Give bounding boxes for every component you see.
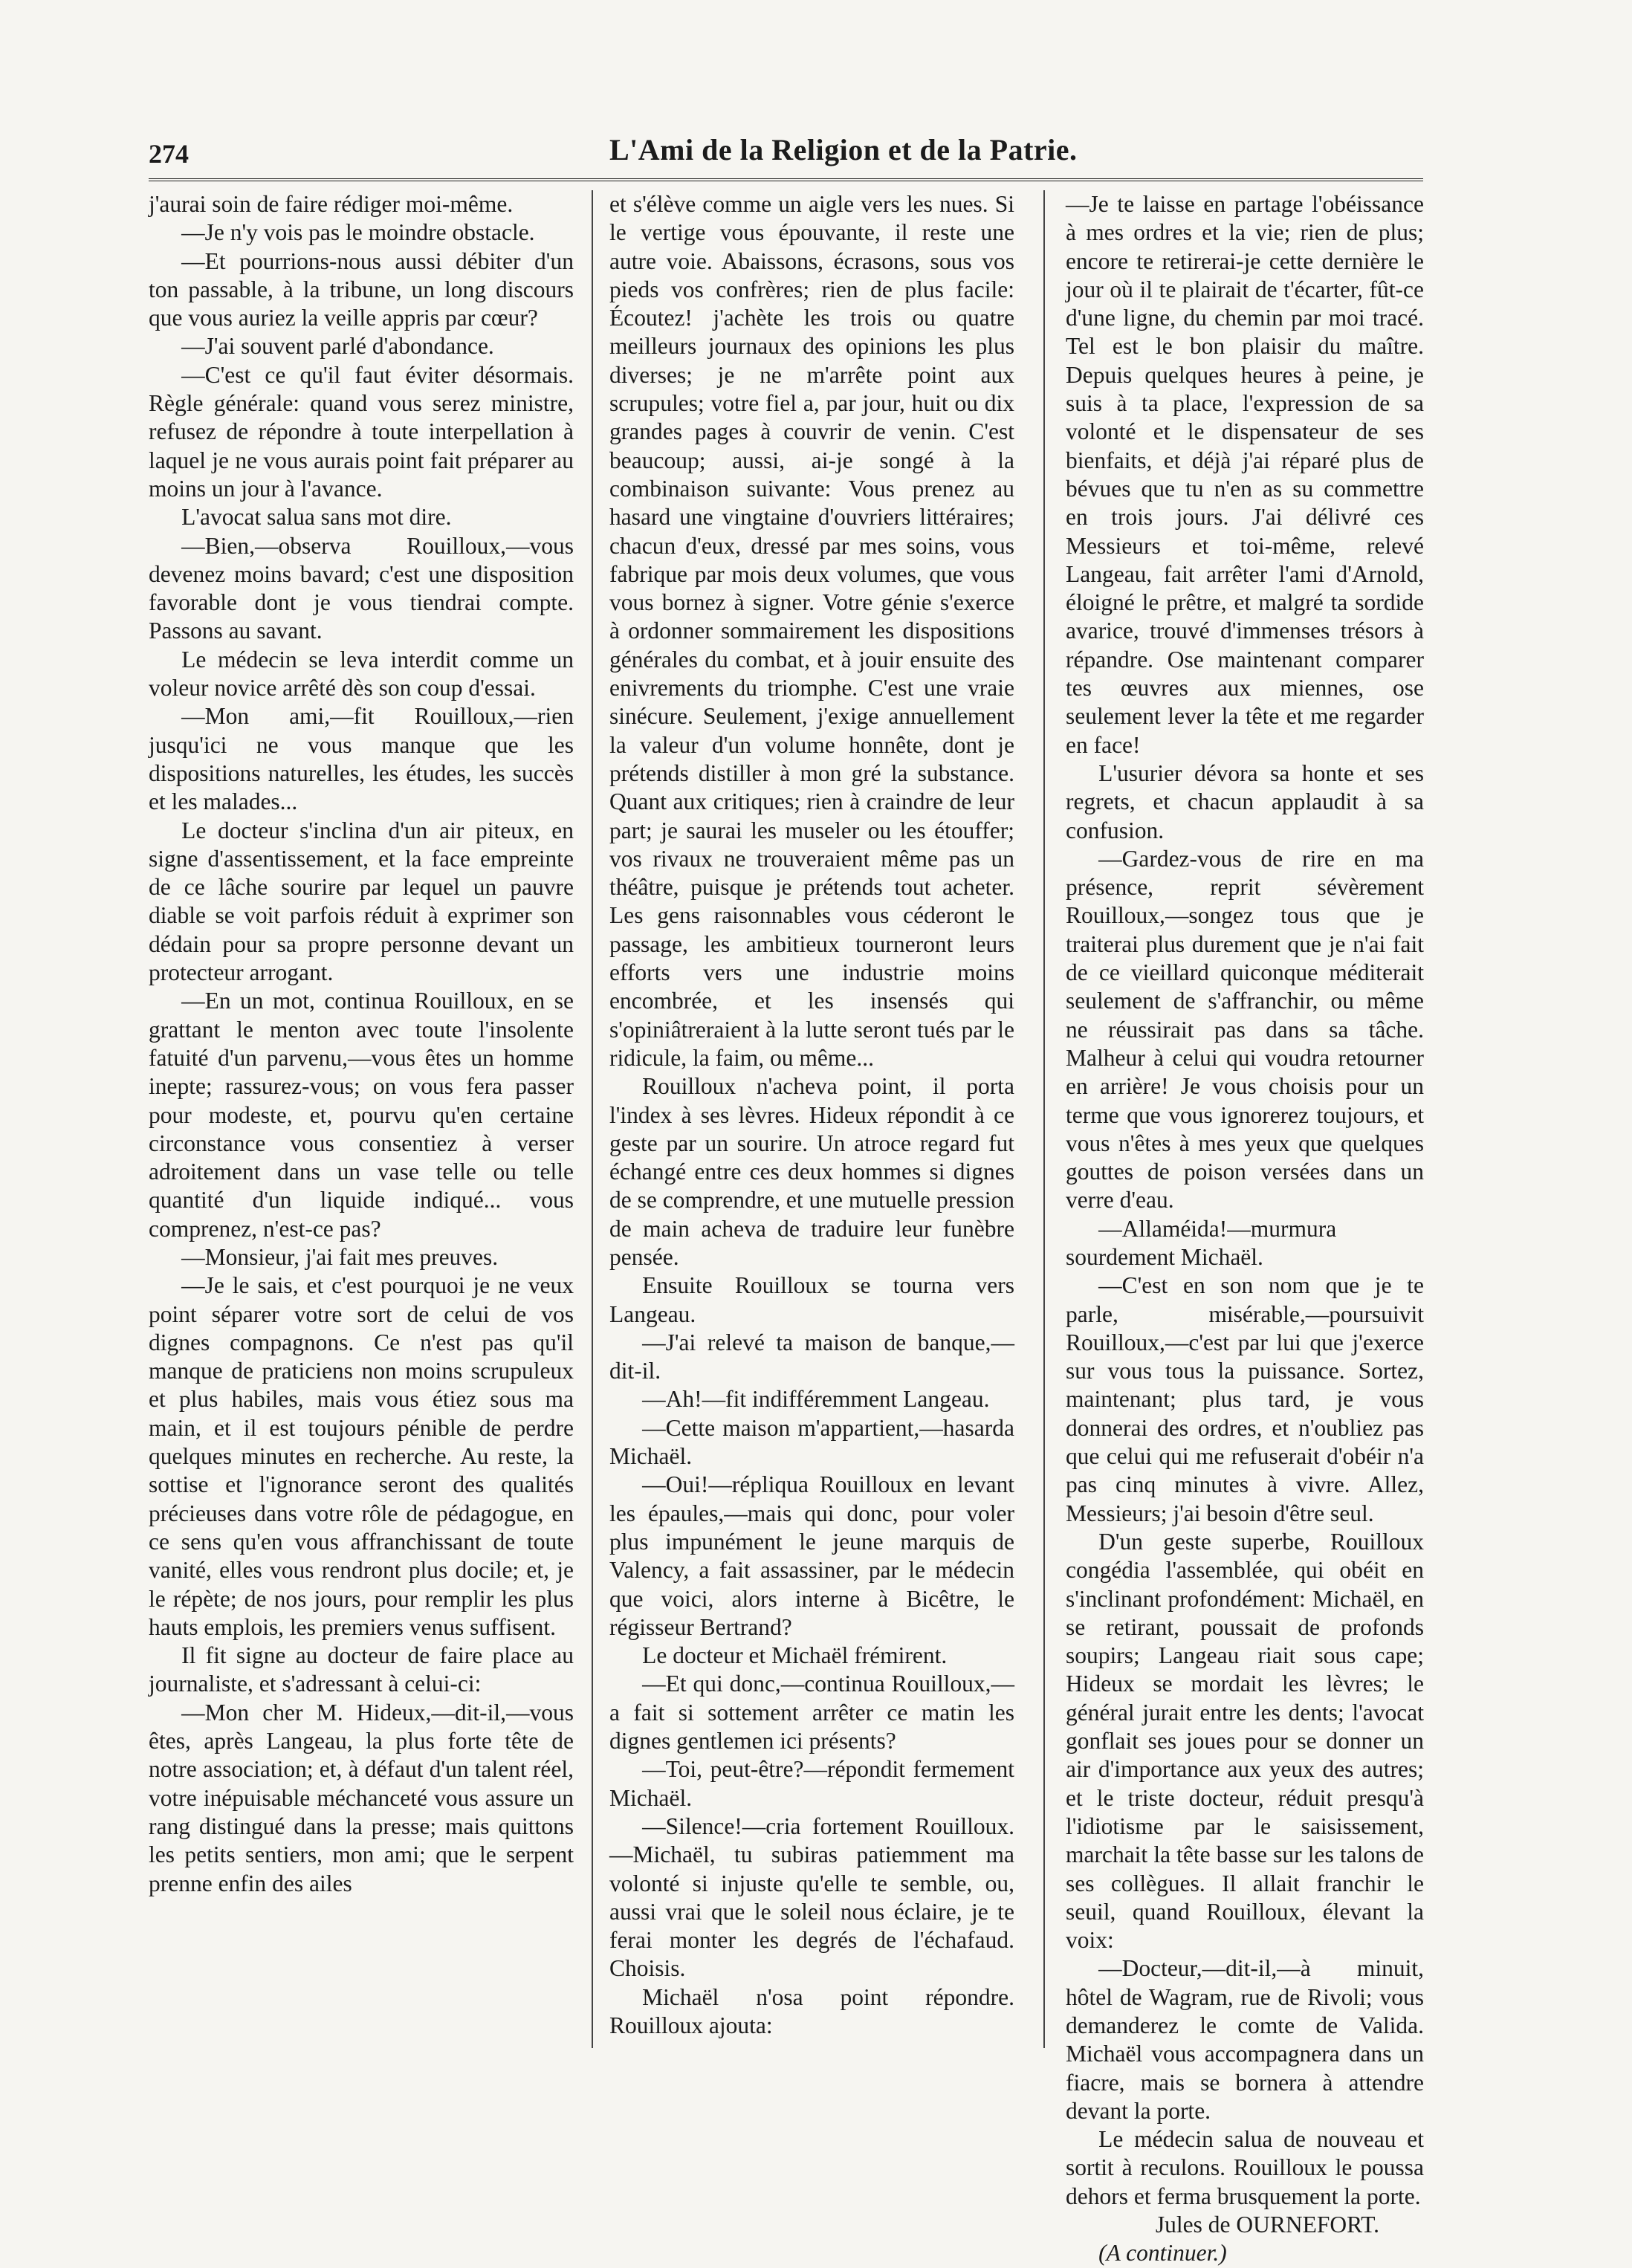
paragraph: L'avocat salua sans mot dire. (181, 504, 452, 531)
header-rule (149, 178, 1423, 181)
paragraph: Le médecin se leva interdit comme un voleur novice arrêté dès son coup d'essai. (149, 646, 574, 702)
paragraph: —Oui!—répliqua Rouilloux en levant les épaules,—mais qui donc, pour voler plus impunément le jeune marquis de Valency, a fait assassiner, par le médecin que voici, alors interne à Bicêtre, le régisseur Bertrand? (609, 1471, 1014, 1640)
paragraph: —Cette maison m'appartient,—hasarda Michaël. (609, 1414, 1014, 1470)
paragraph: —Silence!—cria fortement Rouilloux.—Michaël, tu subiras patiemment ma volonté si injuste qu'elle te semble, ou, aussi vrai que le soleil nous éclaire, je te ferai monter les degrés de l'échafaud. Choisis. (609, 1812, 1014, 1982)
paragraph: —Je le sais, et c'est pourquoi je ne veux point séparer votre sort de celui de vos dignes compagnons. Ce n'est pas qu'il manque de praticiens non moins scrupuleux et plus habiles, mais vous étiez sous ma main, et il est toujours pénible de perdre quelques minutes en recherche. Au reste, la sottise et l'ignorance seront des qualités précieuses dans votre rôle de pédagogue, en ce sens qu'en vous affranchissant de toute vanité, elles vous rendront plus docile; et, je le répète; de nos jours, pour remplir les plus hauts emplois, les premiers venus suffisent. (149, 1272, 574, 1640)
text-column-2 (609, 190, 1014, 2040)
paragraph: Rouilloux n'acheva point, il porta l'index à ses lèvres. Hideux répondit à ce geste par un sourire. Un atroce regard fut échangé entre ces deux hommes si dignes de se comprendre, et une mutuelle pression de main acheva de traduire leur funèbre pensée. (609, 1073, 1014, 1270)
paragraph: Le docteur et Michaël frémirent. (642, 1642, 948, 1669)
paragraph: —J'ai relevé ta maison de banque,—dit-il. (609, 1329, 1014, 1384)
paragraph: —Allaméida!—murmura sourdement Michaël. (1066, 1215, 1337, 1270)
paragraph: —Toi, peut-être?—répondit fermement Michaël. (609, 1756, 1014, 1811)
running-title: L'Ami de la Religion et de la Patrie. (609, 133, 1078, 166)
paragraph: —Ah!—fit indifféremment Langeau. (642, 1386, 990, 1413)
continuation-note: (A continuer.) (1098, 2240, 1227, 2267)
paragraph: Ensuite Rouilloux se tourna vers Langeau. (609, 1272, 1014, 1327)
page-header (149, 132, 1486, 177)
paragraph: —Je n'y vois pas le moindre obstacle. (181, 219, 535, 246)
paragraph: Il fit signe au docteur de faire place au journaliste, et s'adressant à celui-ci: (149, 1642, 574, 1697)
paragraph: —C'est en son nom que je te parle, misérable,—poursuivit Rouilloux,—c'est par lui que j'exerce sur vous tous la puissance. Sortez, maintenant; plus tard, je vous donnerai des ordres, et n'oubliez pas que celui qui me refuserait d'obéir n'a pas cinq minutes à vivre. Allez, Messieurs; j'ai besoin d'être seul. (1066, 1272, 1424, 1526)
paragraph: et s'élève comme un aigle vers les nues. Si le vertige vous épouvante, il reste une autre voie. Abaissons, écrasons, sous vos pieds vos confrères; rien de plus facile: Écoutez! j'achète les trois ou quatre meilleurs journaux des opinions les plus diverses; je ne m'arrête point aux scrupules; votre fiel a, par jour, huit ou dix grandes pages à couvrir de venin. C'est beaucoup; aussi, ai-je songé à la combinaison suivante: Vous prenez au hasard une vingtaine d'ouvriers littéraires; chacun d'eux, dressé par mes soins, vous fabrique par mois deux volumes, que vous vous bornez à signer. Votre génie s'exerce à ordonner sommairement les dispositions générales du combat, et à jouir ensuite des enivrements du triomphe. C'est une vraie sinécure. Seulement, j'exige annuellement la valeur d'un volume honnête, dont je prétends distiller à mon gré la substance. Quant aux critiques; rien à craindre de leur part; je saurai les museler ou les étouffer; vos rivaux ne trouveraient même pas un théâtre, puisque je prétends tout acheter. Les gens raisonnables vous céderont le passage, les ambitieux tourneront leurs efforts vers une industrie moins encombrée, et les insensés qui s'opiniâtreraient à la lutte seront tués par le ridicule, la faim, ou même... (609, 191, 1014, 1071)
signature-name: OURNEFORT. (1236, 2212, 1379, 2238)
paragraph: L'usurier dévora sa honte et ses regrets, et chacun applaudit à sa confusion. (1066, 759, 1424, 843)
column-divider (1043, 190, 1045, 2048)
column-divider (592, 190, 593, 2048)
paragraph: —Bien,—observa Rouilloux,—vous devenez moins bavard; c'est une disposition favorable dont je vous tiendrai compte. Passons au savant. (149, 532, 574, 644)
paragraph: —Monsieur, j'ai fait mes preuves. (181, 1243, 499, 1270)
paragraph: Le médecin salua de nouveau et sortit à reculons. Rouilloux le poussa dehors et ferma brusquement la porte. (1066, 2126, 1424, 2209)
signature-prefix: Jules de (1155, 2212, 1231, 2238)
paragraph: —Je te laisse en partage l'obéissance à mes ordres et la vie; rien de plus; encore te retirerai-je cette dernière le jour où il te plairait de t'écarter, fût-ce d'une ligne, du chemin par moi tracé. Tel est le bon plaisir du maître. Depuis quelques heures à peine, je suis à ta place, l'expression de sa volonté et le dispensateur de ses bienfaits, et déjà j'ai réparé plus de bévues que tu n'en as su commettre en trois jours. J'ai délivré ces Messieurs et toi-même, relevé Langeau, fait arrêter l'ami d'Arnold, éloigné le prêtre, et malgré ta sordide avarice, trouvé d'immenses trésors à répandre. Ose maintenant comparer tes œuvres aux miennes, ose seulement lever la tête et me regarder en face! (1066, 191, 1424, 758)
paragraph: —C'est ce qu'il faut éviter désormais. Règle générale: quand vous serez ministre, refusez de répondre à toute interpellation à laquel je ne vous aurais point fait préparer au moins un jour à l'avance. (149, 361, 574, 502)
paragraph: —J'ai souvent parlé d'abondance. (181, 333, 494, 360)
paragraph: —Mon ami,—fit Rouilloux,—rien jusqu'ici ne vous manque que les dispositions naturelles, les études, les succès et les malades... (149, 703, 574, 815)
paragraph: —En un mot, continua Rouilloux, en se grattant le menton avec toute l'insolente fatuité d'un parvenu,—vous êtes un homme inepte; rassurez-vous; on vous fera passer pour modeste, et, pourvu qu'en certaine circonstance vous consentiez à verser adroitement dans un vase telle ou telle quantité d'un liquide indiqué... vous comprenez, n'est-ce pas? (149, 988, 574, 1242)
paragraph: —Gardez-vous de rire en ma présence, reprit sévèrement Rouilloux,—songez tous que je traiterai plus durement que je n'ai fait de ce vieillard quiconque méditerait seulement de s'affranchir, ou même ne réussirait pas dans sa tâche. Malheur à celui qui voudra retourner en arrière! Je vous choisis pour un terme que vous ignorerez toujours, et vous n'êtes à mes yeux que quelques gouttes de poison versées dans un verre d'eau. (1066, 845, 1424, 1214)
paragraph: Le docteur s'inclina d'un air piteux, en signe d'assentissement, et la face empreinte de ce lâche sourire par lequel un pauvre diable se voit parfois réduit à exprimer son dédain pour sa propre personne devant un protecteur arrogant. (149, 817, 574, 986)
paragraph: Michaël n'osa point répondre. Rouilloux ajouta: (609, 1983, 1014, 2038)
paragraph: —Mon cher M. Hideux,—dit-il,—vous êtes, après Langeau, la plus forte tête de notre association; et, à défaut d'un talent réel, votre inépuisable méchanceté vous assure un rang distingué dans la presse; mais quittons les petits sentiers, mon ami; que le serpent prenne enfin des ailes (149, 1699, 574, 1896)
author-signature (1066, 2211, 1424, 2239)
text-column-1 (149, 190, 574, 1898)
page-number: 274 (149, 139, 189, 169)
paragraph: —Et pourrions-nous aussi débiter d'un ton passable, à la tribune, un long discours que vous auriez la veille appris par cœur? (149, 247, 574, 331)
paragraph: —Docteur,—dit-il,—à minuit, hôtel de Wagram, rue de Rivoli; vous demanderez le comte de Valida. Michaël vous accompagnera dans un fiacre, mais se bornera à attendre devant la porte. (1066, 1955, 1424, 2124)
paragraph: —Et qui donc,—continua Rouilloux,—a fait si sottement arrêter ce matin les dignes gentlemen ici présents? (609, 1671, 1014, 1755)
paragraph: j'aurai soin de faire rédiger moi-même. (149, 191, 514, 217)
paragraph: D'un geste superbe, Rouilloux congédia l'assemblée, qui obéit en s'inclinant profondément: Michaël, en se retirant, poussait de profonds soupirs; Langeau riait sous cape; Hideux se mordait les lèvres; le général jurait entre les dents; l'avocat gonflait ses joues pour se donner un air d'importance aux yeux des autres; et le triste docteur, réduit presqu'à l'idiotisme par le saisissement, marchait la tête basse sur les talons de ses collègues. Il allait franchir le seuil, quand Rouilloux, élevant la voix: (1066, 1528, 1424, 1954)
text-column-3 (1066, 190, 1424, 2268)
